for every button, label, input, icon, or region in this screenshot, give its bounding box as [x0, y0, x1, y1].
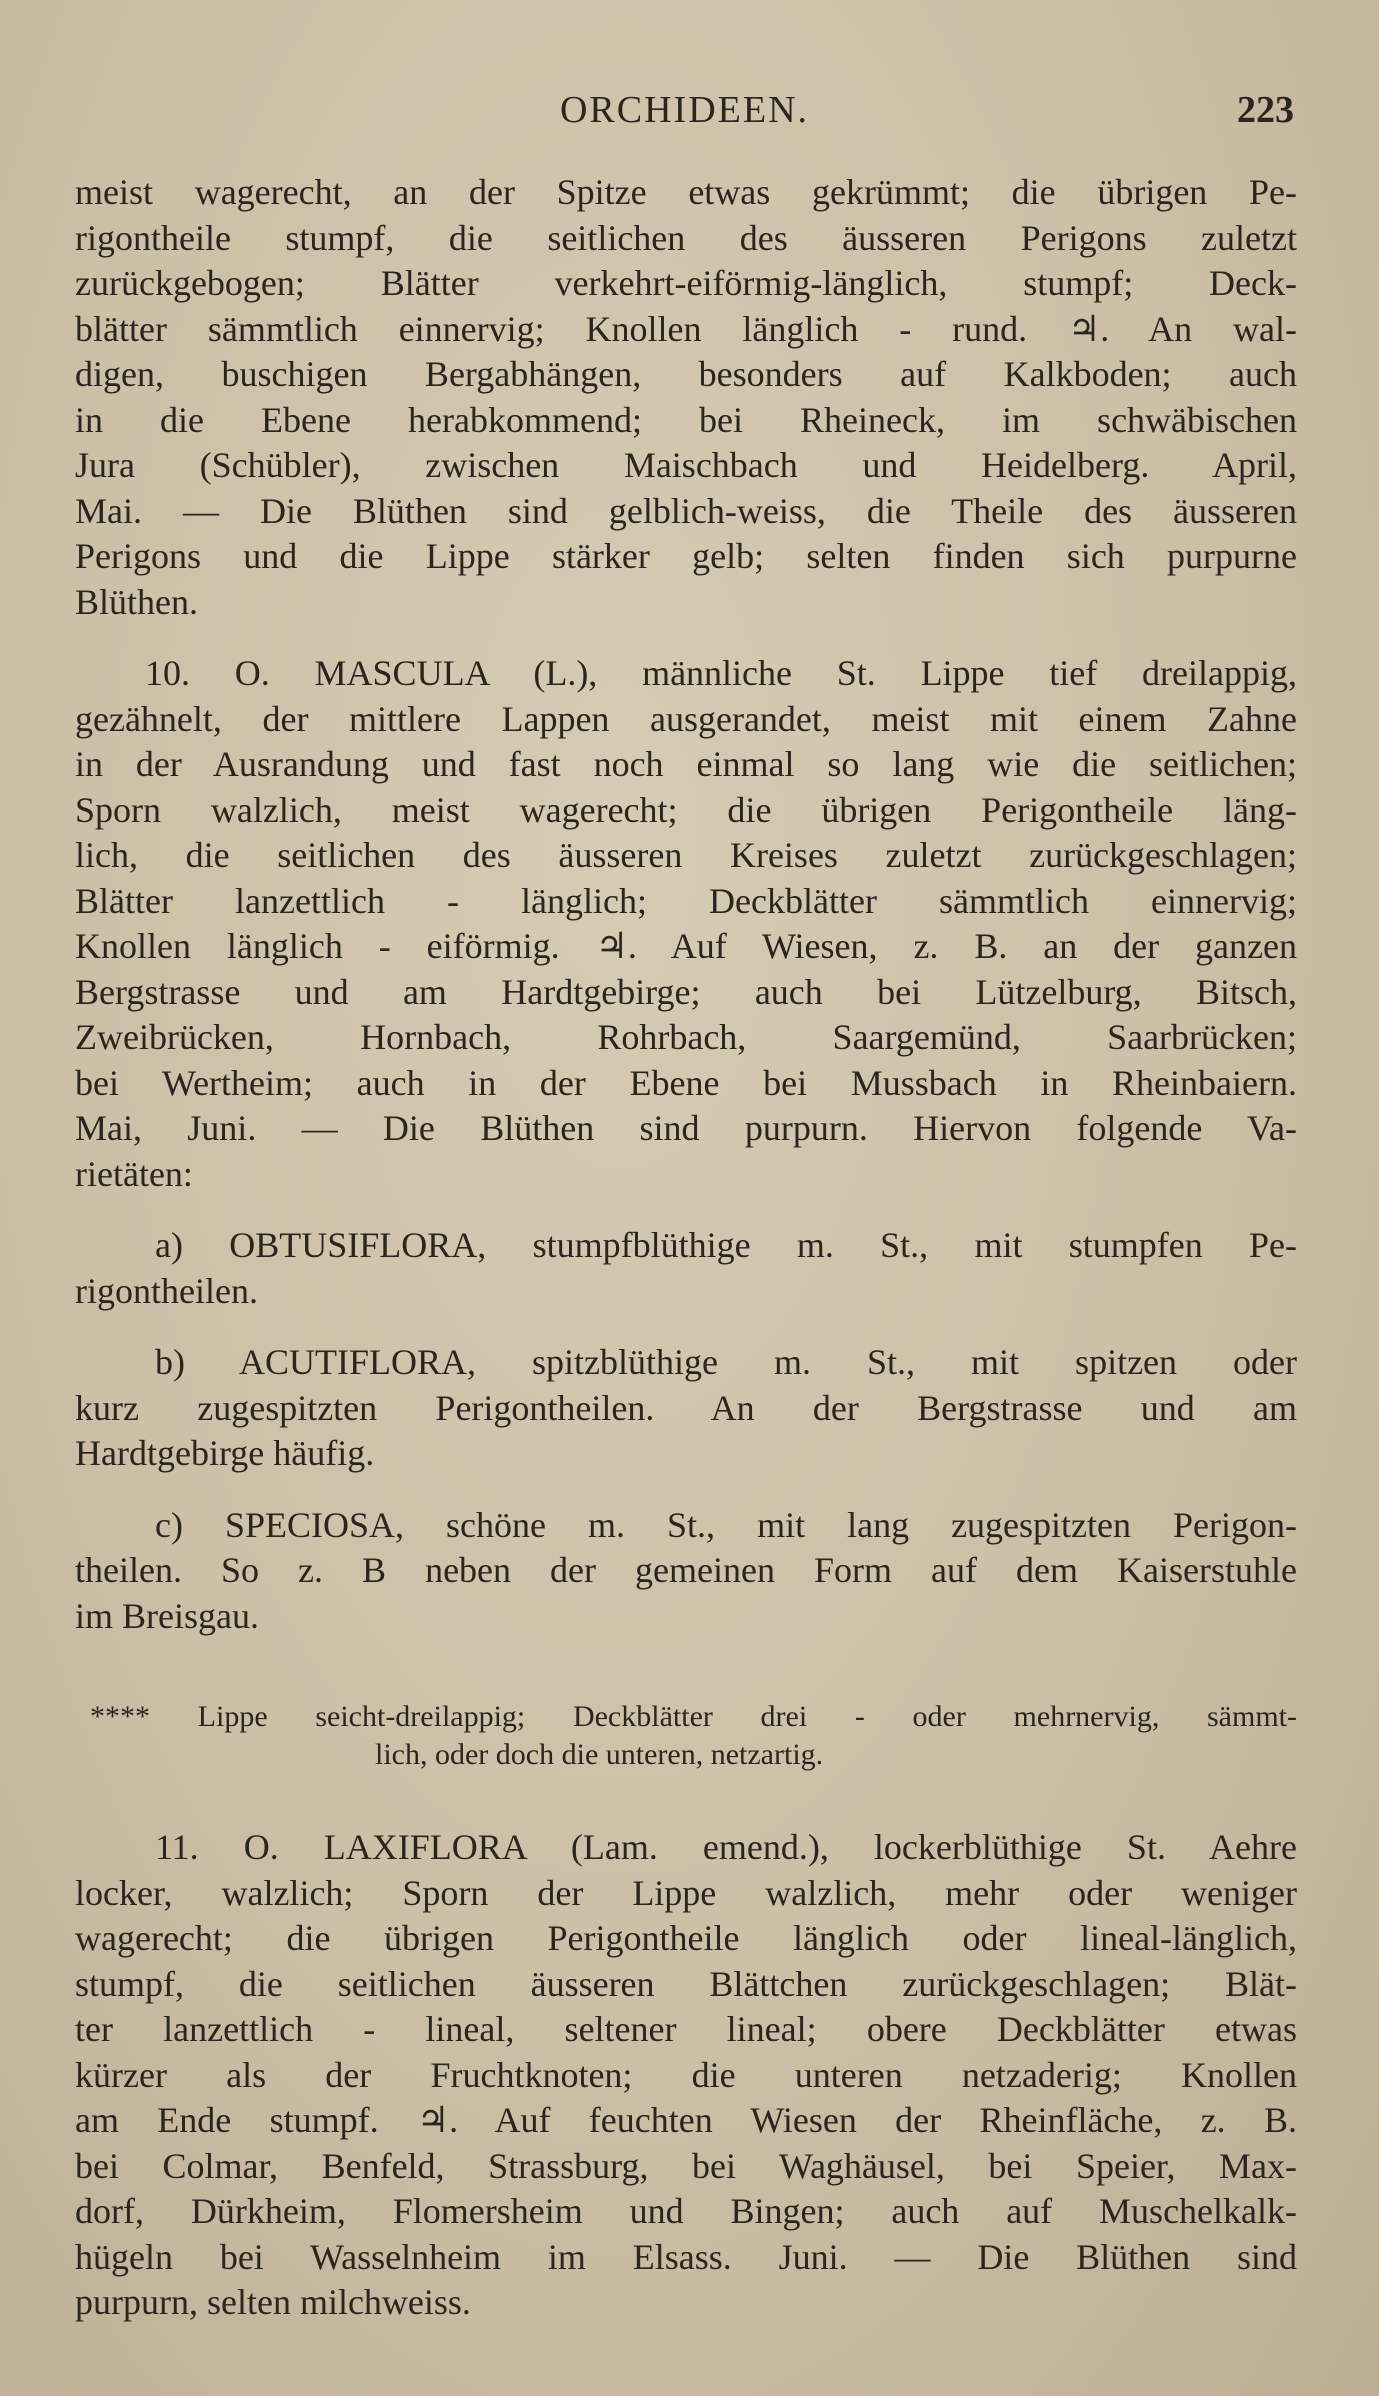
page-number: 223	[1237, 89, 1294, 131]
text-line: in der Ausrandung und fast noch einmal so lang wie die seitlichen;	[75, 744, 1297, 784]
text-line: Blüthen.	[75, 581, 198, 622]
variety-b	[75, 1340, 1297, 1477]
text-line: 11. O. LAXIFLORA (Lam. emend.), lockerblüthige St. Aehre	[155, 1827, 1297, 1867]
text-line: Perigons und die Lippe stärker gelb; selten finden sich purpurne	[75, 536, 1297, 576]
page-body	[75, 170, 1297, 2326]
text-line: Blätter lanzettlich - länglich; Deckblätter sämmtlich einnervig;	[75, 880, 1297, 921]
text-line: am Ende stumpf. ♃. Auf feuchten Wiesen der Rheinfläche, z. B.	[75, 2100, 1297, 2140]
text-line: wagerecht; die übrigen Perigontheile länglich oder lineal-länglich,	[75, 1918, 1297, 1958]
text-line: ter lanzettlich - lineal, seltener lineal; obere Deckblätter etwas	[75, 2009, 1297, 2049]
text-line: Hardtgebirge häufig.	[75, 1433, 375, 1473]
text-line: lich, die seitlichen des äusseren Kreises zuletzt zurückgeschlagen;	[75, 835, 1297, 875]
text-line: lich, oder doch die unteren, netzartig.	[375, 1738, 824, 1771]
text-line: dorf, Dürkheim, Flomersheim und Bingen; auch auf Muschelkalk-	[75, 2191, 1297, 2231]
variety-c	[75, 1503, 1297, 1640]
text-line: Mai, Juni. — Die Blüthen sind purpurn. Hiervon folgende Va-	[75, 1108, 1297, 1148]
text-line: a) OBTUSIFLORA, stumpfblüthige m. St., mit stumpfen Pe-	[155, 1225, 1297, 1265]
text-line: bei Colmar, Benfeld, Strassburg, bei Waghäusel, bei Speier, Max-	[75, 2145, 1297, 2186]
text-line: stumpf, die seitlichen äusseren Blättchen zurückgeschlagen; Blät-	[75, 1963, 1297, 2004]
page-header	[75, 88, 1294, 138]
text-line: theilen. So z. B neben der gemeinen Form auf dem Kaiserstuhle	[75, 1550, 1297, 1590]
text-line: rigontheilen.	[75, 1270, 258, 1311]
text-line: Mai. — Die Blüthen sind gelblich-weiss, die Theile des äusseren	[75, 490, 1297, 531]
running-head: ORCHIDEEN.	[559, 89, 810, 131]
text-line: Knollen länglich - eiförmig. ♃. Auf Wiesen, z. B. an der ganzen	[75, 926, 1297, 966]
text-line: hügeln bei Wasselnheim im Elsass. Juni. — Die Blüthen sind	[75, 2236, 1297, 2277]
continuation-paragraph	[75, 170, 1297, 625]
text-line: purpurn, selten milchweiss.	[75, 2282, 471, 2322]
text-line: Zweibrücken, Hornbach, Rohrbach, Saargemünd, Saarbrücken;	[75, 1017, 1297, 1057]
text-line: kurz zugespitzten Perigontheilen. An der Bergstrasse und am	[75, 1387, 1297, 1428]
text-line: rietäten:	[75, 1153, 193, 1194]
species-10-entry	[75, 651, 1297, 1197]
text-line: in die Ebene herabkommend; bei Rheineck, im schwäbischen	[75, 399, 1297, 440]
text-line: rigontheile stumpf, die seitlichen des äusseren Perigons zuletzt	[75, 217, 1297, 258]
text-line: bei Wertheim; auch in der Ebene bei Mussbach in Rheinbaiern.	[75, 1062, 1297, 1103]
variety-a	[75, 1223, 1297, 1314]
text-line: digen, buschigen Bergabhängen, besonders auf Kalkboden; auch	[75, 354, 1297, 394]
text-line: b) ACUTIFLORA, spitzblüthige m. St., mit spitzen oder	[155, 1342, 1297, 1382]
text-line: gezähnelt, der mittlere Lappen ausgerandet, meist mit einem Zahne	[75, 698, 1297, 739]
group-heading-note	[75, 1694, 1297, 1770]
text-line: zurückgebogen; Blätter verkehrt-eiförmig-länglich, stumpf; Deck-	[75, 263, 1297, 303]
text-line: kürzer als der Fruchtknoten; die unteren netzaderig; Knollen	[75, 2054, 1297, 2095]
species-11-entry	[75, 1825, 1297, 2326]
text-line: 10. O. MASCULA (L.), männliche St. Lippe tief dreilappig,	[145, 653, 1297, 693]
text-line: locker, walzlich; Sporn der Lippe walzlich, mehr oder weniger	[75, 1872, 1297, 1913]
text-line: Sporn walzlich, meist wagerecht; die übrigen Perigontheile läng-	[75, 789, 1297, 830]
text-line: im Breisgau.	[75, 1595, 259, 1636]
text-line: Bergstrasse und am Hardtgebirge; auch bei Lützelburg, Bitsch,	[75, 971, 1297, 1012]
text-line: c) SPECIOSA, schöne m. St., mit lang zugespitzten Perigon-	[155, 1504, 1297, 1545]
text-line: meist wagerecht, an der Spitze etwas gekrümmt; die übrigen Pe-	[75, 172, 1297, 212]
text-line: blätter sämmtlich einnervig; Knollen länglich - rund. ♃. An wal-	[75, 308, 1297, 349]
text-line: **** Lippe seicht-dreilappig; Deckblätter drei - oder mehrnervig, sämmt-	[90, 1700, 1297, 1733]
text-line: Jura (Schübler), zwischen Maischbach und Heidelberg. April,	[75, 445, 1297, 485]
